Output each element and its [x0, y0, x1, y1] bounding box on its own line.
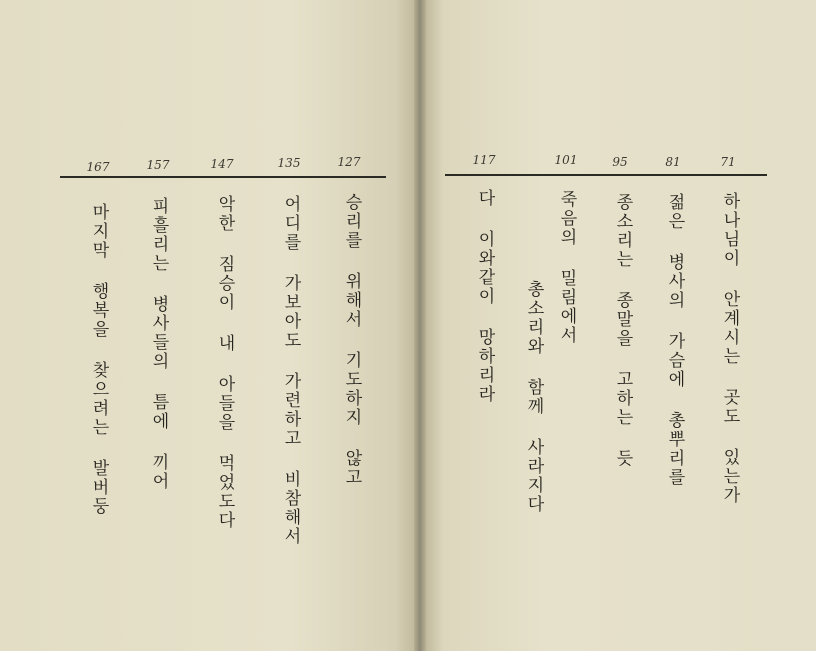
- contents-line: 승리를 위해서 기도하지 않고: [341, 193, 362, 487]
- page-number: 157: [146, 158, 170, 172]
- page-number: 81: [665, 155, 681, 169]
- page-number: 71: [720, 155, 736, 169]
- page-number: 127: [337, 155, 361, 169]
- page-number: 101: [554, 153, 578, 167]
- contents-line: 다 이와같이 망하리라: [474, 189, 495, 404]
- contents-line: 총소리와 함께 사라지다: [523, 280, 544, 514]
- contents-line: 죽음의 밀림에서: [556, 190, 577, 345]
- book-gutter: [414, 0, 426, 651]
- contents-line: 피흘리는 병사들의 틈에 끼어: [148, 197, 169, 491]
- page-number: 135: [277, 156, 301, 170]
- page-number: 167: [86, 160, 110, 174]
- page-number: 95: [612, 155, 628, 169]
- left-divider-rule: [60, 176, 386, 178]
- contents-line: 종소리는 종말을 고하는 듯: [612, 193, 633, 468]
- page-number: 147: [210, 157, 234, 171]
- contents-line: 악한 짐승이 내 아들을 먹었도다: [214, 195, 235, 530]
- right-divider-rule: [445, 174, 767, 176]
- contents-line: 마지막 행복을 찾으려는 발버둥: [88, 203, 109, 516]
- contents-line: 하나님이 안계시는 곳도 있는가: [719, 192, 740, 505]
- contents-line: 어디를 가보아도 가련하고 비참해서: [280, 195, 301, 546]
- page-number: 117: [472, 153, 496, 167]
- contents-line: 젊은 병사의 가슴에 총뿌리를: [664, 193, 685, 487]
